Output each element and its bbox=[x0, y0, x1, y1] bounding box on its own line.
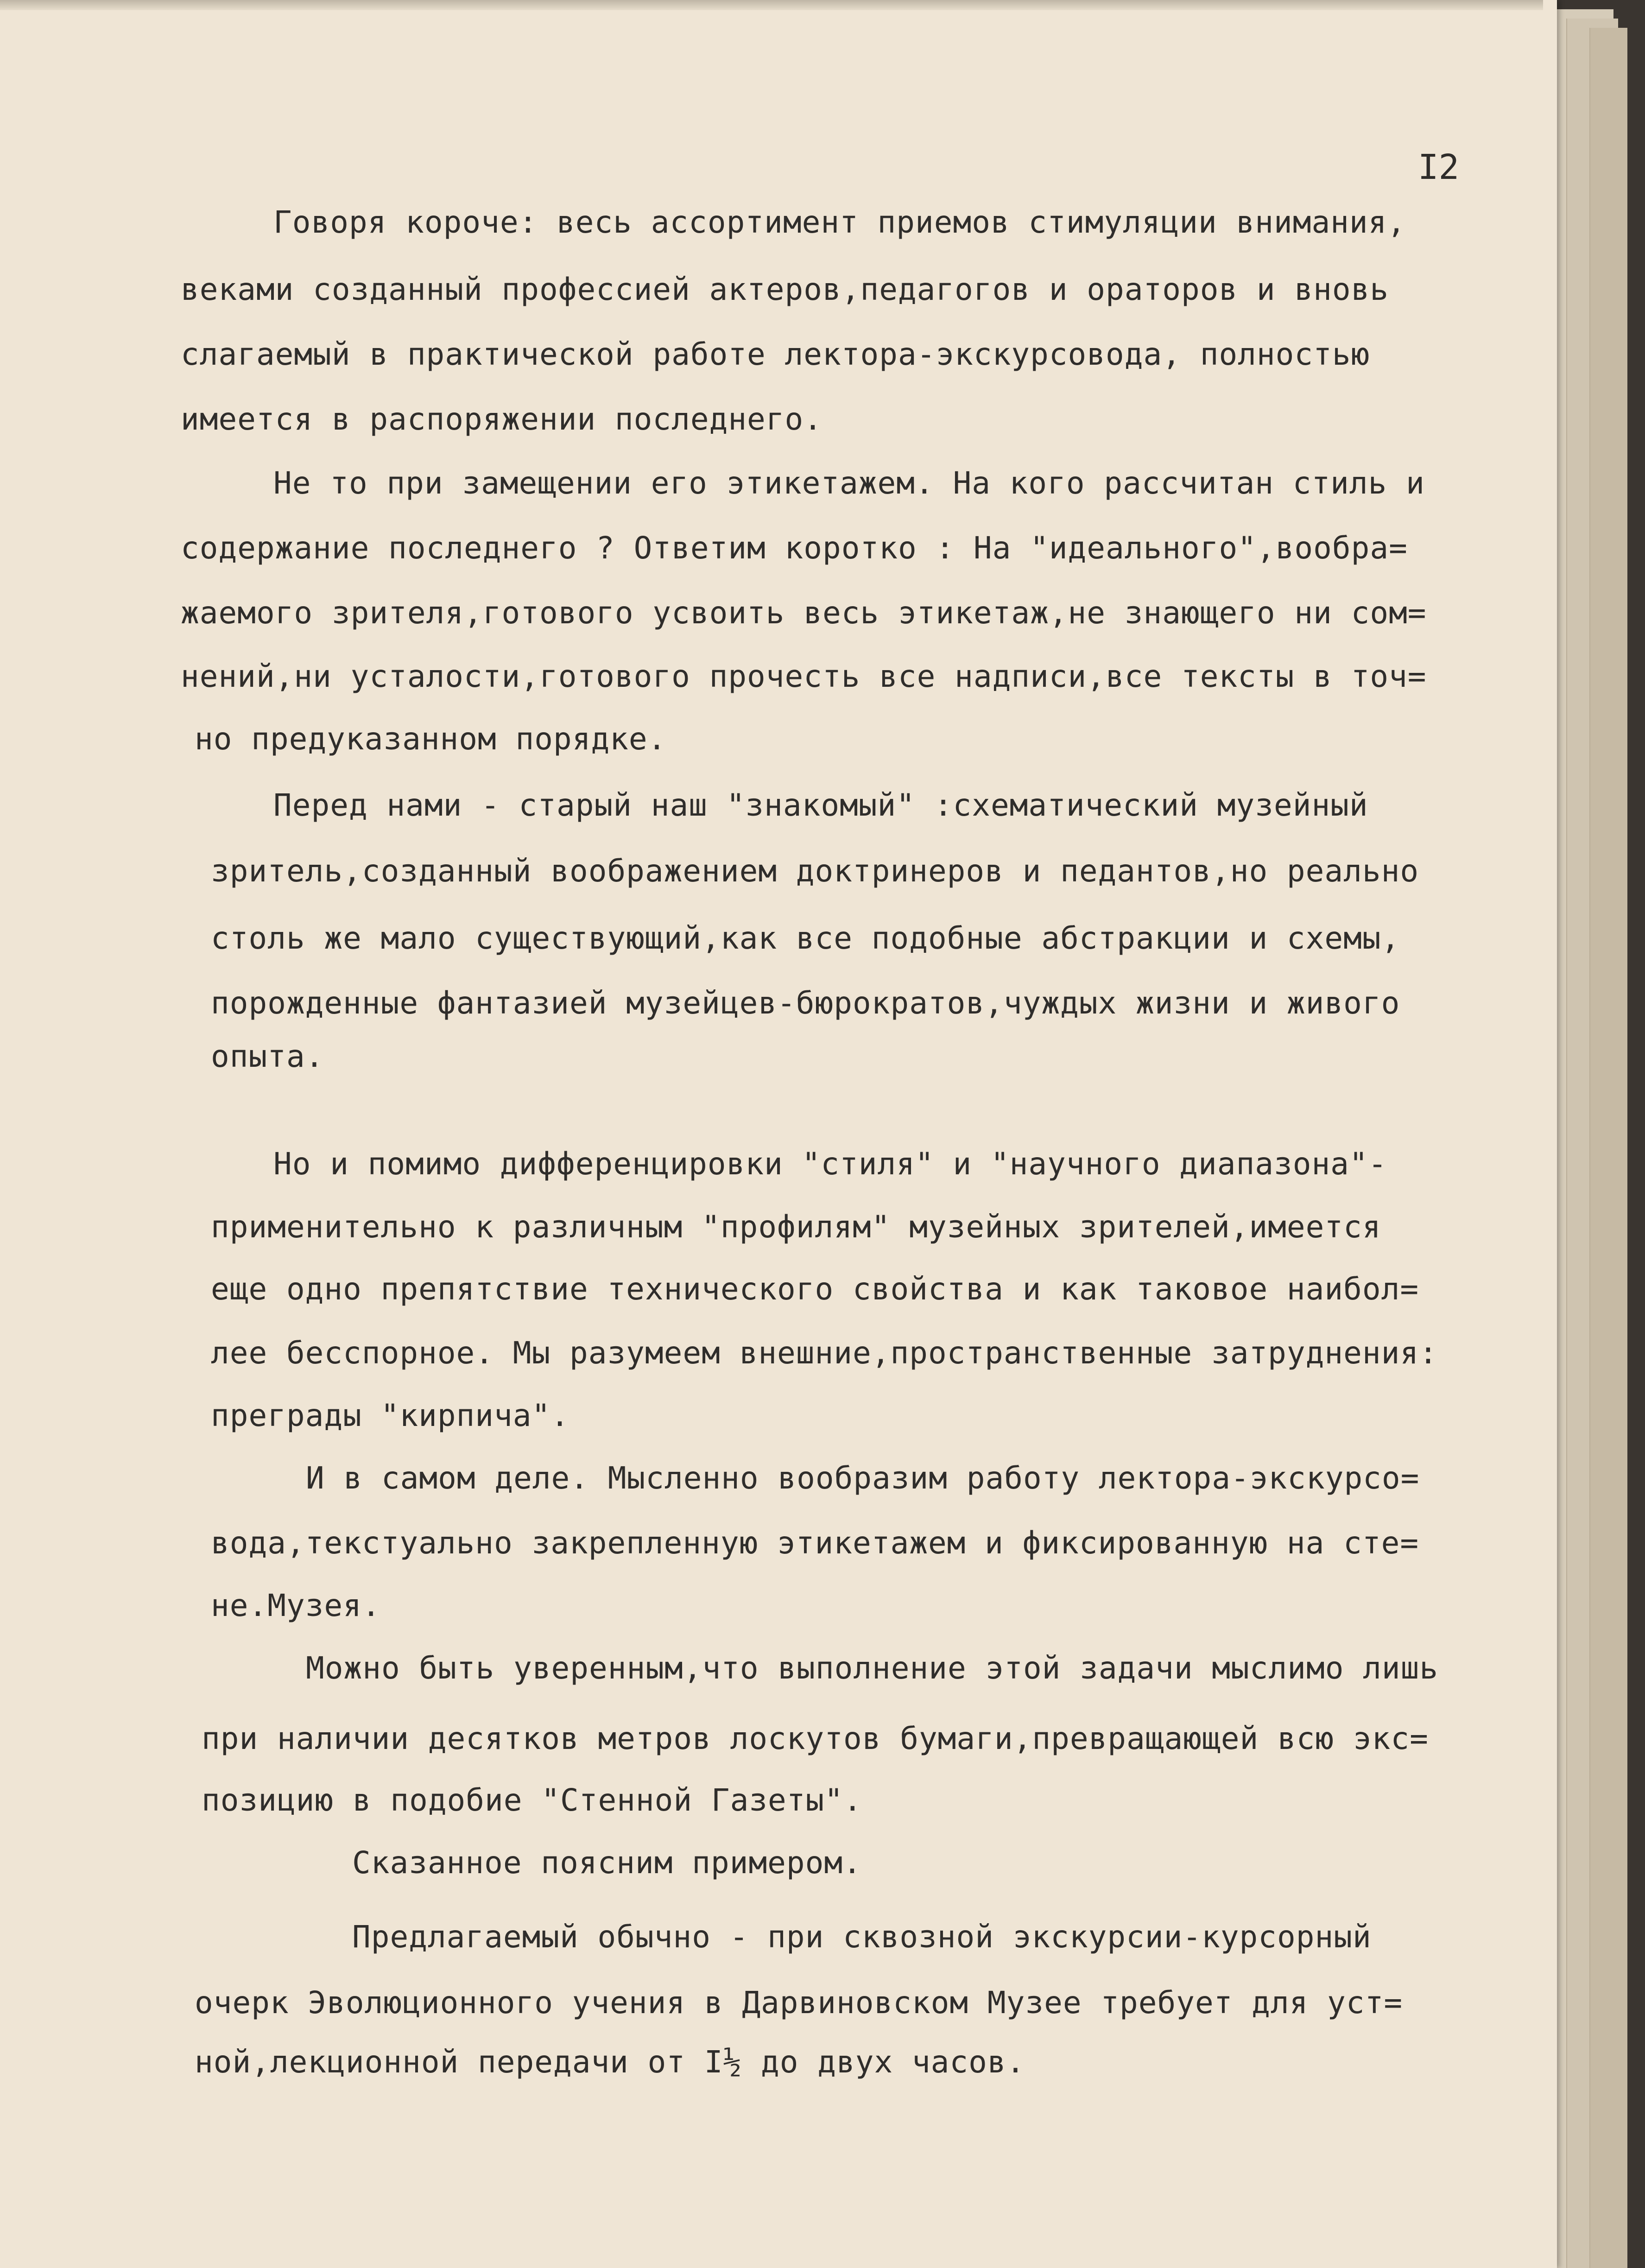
page-number: I2 bbox=[1418, 147, 1460, 187]
text-line: не.Музея. bbox=[211, 1588, 381, 1623]
text-line: еще одно препятствие технического свойства и как таковое наибол= bbox=[211, 1271, 1419, 1307]
text-line: столь же мало существующий,как все подобные абстракции и схемы, bbox=[211, 920, 1400, 956]
text-line: И в самом деле. Мысленно вообразим работу лектора-экскурсо= bbox=[306, 1460, 1420, 1496]
text-line: содержание последнего ? Ответим коротко : На "идеального",вообра= bbox=[181, 530, 1408, 566]
text-line: Сказанное поясним примером. bbox=[352, 1845, 862, 1881]
text-line: при наличии десятков метров лоскутов бумаги,превращающей всю экс= bbox=[202, 1721, 1429, 1756]
text-line: Говоря короче: весь ассортимент приемов стимуляции внимания, bbox=[273, 204, 1406, 240]
text-line: слагаемый в практической работе лектора-экскурсовода, полностью bbox=[181, 336, 1370, 372]
text-line: ной,лекционной передачи от I½ до двух часов. bbox=[195, 2044, 1025, 2080]
text-line: преграды "кирпича". bbox=[211, 1398, 569, 1433]
page-edge bbox=[1589, 28, 1627, 2268]
text-line: зритель,созданный воображением доктринеров и педантов,но реально bbox=[211, 853, 1419, 889]
text-line: Но и помимо дифференцировки "стиля" и "научного диапазона"- bbox=[273, 1146, 1387, 1182]
text-line: Предлагаемый обычно - при сквозной экскурсии-курсорный bbox=[352, 1919, 1372, 1955]
text-line: Можно быть уверенным,что выполнение этой задачи мыслимо лишь bbox=[306, 1650, 1439, 1686]
text-line: жаемого зрителя,готового усвоить весь этикетаж,не знающего ни сом= bbox=[181, 595, 1427, 631]
text-line: имеется в распоряжении последнего. bbox=[181, 401, 823, 437]
text-line: лее бесспорное. Мы разумеем внешние,пространственные затруднения: bbox=[211, 1335, 1438, 1371]
text-line: веками созданный профессией актеров,педагогов и ораторов и вновь bbox=[181, 272, 1389, 307]
text-line: позицию в подобие "Стенной Газеты". bbox=[202, 1782, 862, 1818]
text-line: опыта. bbox=[211, 1039, 324, 1074]
text-line: Не то при замещении его этикетажем. На кого рассчитан стиль и bbox=[273, 465, 1425, 501]
text-line: но предуказанном порядке. bbox=[195, 721, 667, 757]
text-line: Перед нами - старый наш "знакомый" :схематический музейный bbox=[273, 787, 1368, 823]
text-line: порожденные фантазией музейцев-бюрократов,чуждых жизни и живого bbox=[211, 985, 1400, 1021]
text-line: очерк Эволюционного учения в Дарвиновском Музее требует для уст= bbox=[195, 1985, 1403, 2021]
text-line: нений,ни усталости,готового прочесть все надписи,все тексты в точ= bbox=[181, 659, 1427, 694]
text-line: применительно к различным "профилям" музейных зрителей,имеется bbox=[211, 1209, 1381, 1245]
text-line: вода,текстуально закрепленную этикетажем и фиксированную на сте= bbox=[211, 1525, 1419, 1561]
